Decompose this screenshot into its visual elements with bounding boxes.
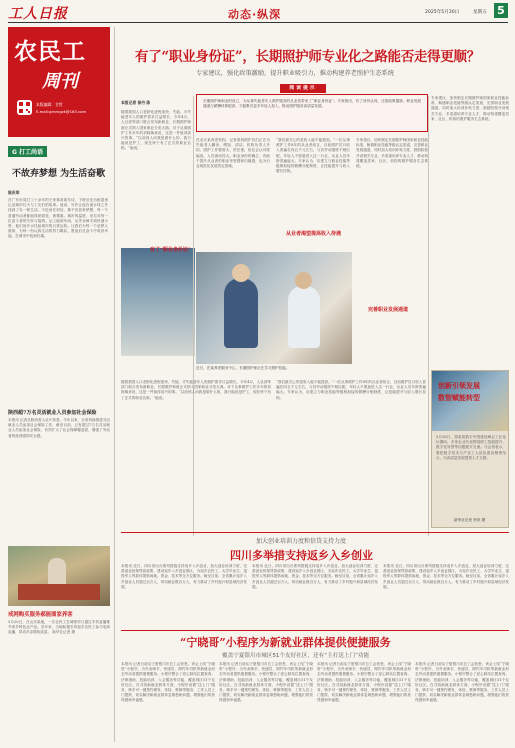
main-headline: 有了“职业身份证”，长期照护师专业化之路能否走得更顺？ [135, 49, 480, 65]
column-tag [8, 146, 47, 157]
weekly-editor: 本版编辑：甘皙 [36, 102, 63, 107]
story2-kicker: 加大创业培训力度和信贷支持力度 [256, 538, 347, 545]
sidebar-news-title: 陕西超7万名灵活就业人员参加社会保险 [8, 410, 97, 416]
story3-col2: 本报讯 记者日前从宁夏银川市总工会获悉，该会上线“宁晓哥”小程序，为外卖骑手、快递员、网约车司机等新就业形态劳动者提供便捷服务。小程序整合了爱心驿站位置查询、法律援助、技能培训、入会服务等功能，覆盖城区51个友好社区。在寻找新就业群体方面，小程序设置“送上门”服务，骑手可一键预约理发、体检、维修等服务，工作人员上门提供，切实解决新就业群体急难愁盼问题，增强他们的获得感和幸福感。 [219, 662, 313, 703]
story2-col1: 本报讯 近日，四川省出台系列措施支持返乡入乡创业，加大创业培训力度，完善创业担保贷款政策，建设返乡入乡创业园区，为返乡农民工、大学毕业生、退役军人等群体提供场地、资金、技术等全方位服务。截至目前，全省累计返乡入乡创业人员超过百万人，带动就业数百万人，有力推动了乡村振兴和县域经济发展。 [121, 564, 247, 589]
photo-person-right-head [295, 272, 312, 289]
story2-headline: 四川多举措支持返乡入乡创业 [230, 549, 373, 562]
story2-col2: 本报讯 近日，四川省出台系列措施支持返乡入乡创业，加大创业培训力度，完善创业担保贷款政策，建设返乡入乡创业园区，为返乡农民工、大学毕业生、退役军人等群体提供场地、资金、技术等全方位服务。截至目前，全省累计返乡入乡创业人员超过百万人，带动就业数百万人，有力推动了乡村振兴和县域经济发展。 [252, 564, 378, 589]
ad-credit: 新华社记者 李泉 摄 [454, 518, 486, 522]
section-name: 动态·纵深 [228, 8, 282, 21]
tag-marker-icon: G [12, 149, 20, 156]
weekly-logo-badge [17, 100, 32, 115]
column-tag-label: 打工尚语 [19, 149, 44, 156]
sidebar-photo-caption: 戒网购买服务郝能图家养客 [8, 612, 73, 618]
main-col1-body: 随着我国人口老龄化进程加快，失能、半失能老年人的照护需求日益增长。今年4月，人社部等部门联合发布新职业，长期照护师被正式纳入国家职业分类大典。对于从事照护工作多年的刘阿姨来说，这是一件值得高兴的事。“以前别人问我是做什么的，我只能说是护工，现在终于有了正式的职业名称。”她说。 [121, 110, 191, 151]
sidebar-byline: 陈庆举 [8, 190, 20, 195]
qr-code-icon [17, 100, 32, 115]
main-col3-body: “我们最关心的是收入能不能提高。”一位从事照护工作8年的从业者坦言，目前照护员月收入普遍在四五千元左右，与其劳动强度不相匹配，年轻人不愿意进入这一行业，从业人员年龄普遍偏大。专家认为，应建立与职业技能等级相衔接的薪酬分配制度，让技能提升与收入增长挂钩。 [276, 138, 350, 174]
photo-table [18, 584, 100, 600]
issue-weekday: 星期五 [473, 10, 487, 15]
main-col6-body: “我们最关心的是收入能不能提高。”一位从事照护工作8年的从业者坦言，目前照护员月收入普遍在四五千元左右，与其劳动强度不相匹配，年轻人不愿意进入这一行业，从业人员年龄普遍偏大。专家认为，应建立与职业技能等级相衔接的薪酬分配制度，让技能提升与收入增长挂钩。 [276, 380, 426, 400]
main-photo-caption: 近日，在某养老服务中心，长期照护师正在学习照护技能。 [196, 366, 290, 370]
story3-headline: “宁晓哥”小程序为新就业群体提供便捷服务 [180, 636, 391, 649]
paper-logo: 工人日报 [8, 6, 68, 22]
issue-date: 2025年5月30日 [425, 10, 460, 15]
photo-person-left [224, 278, 258, 348]
story3-top-rule [121, 630, 509, 631]
reading-tag: 阅读提示 [280, 84, 326, 93]
main-col2-body: 在北京某养老机构，记者看到照护员们正在为失能老人翻身、喂饭、清洁。机构负责人介绍，照护工作强度大、责任重，但社会认可度偏低，人员流动性大。职业身份的确立，有助于提升从业者的职业荣誉感和归属感，也为行业规范化发展奠定基础。 [196, 138, 270, 169]
weekly-subtitle: 周刊 [42, 71, 78, 92]
photo-person-left-head [232, 264, 250, 282]
feature-photo [196, 252, 352, 364]
photo-person-right [288, 286, 320, 348]
story3-col1: 本报讯 记者日前从宁夏银川市总工会获悉，该会上线“宁晓哥”小程序，为外卖骑手、快递员、网约车司机等新就业形态劳动者提供便捷服务。小程序整合了爱心驿站位置查询、法律援助、技能培训、入会服务等功能，覆盖城区51个友好社区。在寻找新就业群体方面，小程序设置“送上门”服务，骑手可一键预约理发、体检、维修等服务，工作人员上门提供，切实解决新就业群体急难愁盼问题，增强他们的获得感和幸福感。 [121, 662, 215, 703]
main-photo [121, 248, 195, 356]
main-col7-body: 随着我国人口老龄化进程加快，失能、半失能老年人的照护需求日益增长。今年4月，人社部等部门联合发布新职业，长期照护师被正式纳入国家职业分类大典。对于从事照护工作多年的刘阿姨来说，这是一件值得高兴的事。“以前别人问我是做什么的，我只能说是护工，现在终于有了正式的职业名称。”她说。 [121, 380, 271, 400]
ad-text: 5月28日，第某届数字中国建设峰会工匠论坛期间，多家企业代表围绕职工技能提升、数字化转型等话题展开交流。与会者表示，要把数字技术与产业工人队伍建设紧密结合，为高质量发展提供人才支撑。 [436, 435, 506, 460]
weekly-flag [8, 27, 110, 137]
section-heading-id: 有了“职业身份证” [150, 247, 191, 253]
weekly-email[interactable]: E-mail:grnmgzk@163.com [36, 109, 87, 114]
sidebar-body: 在广东东莞打工十余年的王家林喜欢写诗，下班后在出租屋里记录城市灯火与工友们的故事。他说，写作让他在流水线之外找到了另一种生活。不论身在何处，都不应放弃梦想，每一个普通劳动者都值得被看见、被尊重。城市的温度，来自对每一位奋斗者的关怀与接纳。从工地到车间，从外卖骑手到快递小哥，他们用汗水托起城市的日常运转。让我们为每一个追梦人鼓掌，为每一份认真生活的努力喝彩，愿他们在奋斗中收获幸福，在城市中找到归属。 [8, 198, 108, 239]
sidebar-photo-text: 5月20日，在山东某地，一名农民工在城郊村口通过手机直播推介家乡特色农产品。近年来，当地积极引导返乡农民工参与电商直播，带动乡亲增收致富。 新华社记者 摄 [8, 620, 110, 635]
masthead [0, 0, 515, 24]
main-subheadline: 专家建议，强化政策激励，提升职业吸引力，推动构建养老照护生态系统 [196, 70, 394, 77]
left-column-divider [114, 27, 115, 742]
story2-col3: 本报讯 近日，四川省出台系列措施支持返乡入乡创业，加大创业培训力度，完善创业担保贷款政策，建设返乡入乡创业园区，为返乡农民工、大学毕业生、退役军人等群体提供场地、资金、技术等全方位服务。截至目前，全省累计返乡入乡创业人员超过百万人，带动就业数百万人，有力推动了乡村振兴和县域经济发展。 [383, 564, 509, 589]
main-col4-body: 专家建议，加快制定长期照护师国家职业技能标准，畅通职业技能等级认定渠道，完善职业发展通道，同时加大培训补贴力度，鼓励院校开设相关专业，多渠道培养专业人才，推动构建覆盖居家、社区、机构的照护服务生态系统。 [356, 138, 428, 169]
main-divider-2 [428, 96, 429, 536]
story3-col3: 本报讯 记者日前从宁夏银川市总工会获悉，该会上线“宁晓哥”小程序，为外卖骑手、快递员、网约车司机等新就业形态劳动者提供便捷服务。小程序整合了爱心驿站位置查询、法律援助、技能培训、入会服务等功能，覆盖城区51个友好社区。在寻找新就业群体方面，小程序设置“送上门”服务，骑手可一键预约理发、体检、维修等服务，工作人员上门提供，切实解决新就业群体急难愁盼问题，增强他们的获得感和幸福感。 [317, 662, 411, 703]
story3-col4: 本报讯 记者日前从宁夏银川市总工会获悉，该会上线“宁晓哥”小程序，为外卖骑手、快递员、网约车司机等新就业形态劳动者提供便捷服务。小程序整合了爱心驿站位置查询、法律援助、技能培训、入会服务等功能，覆盖城区51个友好社区。在寻找新就业群体方面，小程序设置“送上门”服务，骑手可一键预约理发、体检、维修等服务，工作人员上门提供，切实解决新就业群体急难愁盼问题，增强他们的获得感和幸福感。 [415, 662, 509, 703]
reading-text: 长期照护师职业的设立，为从事失能老年人照护服务的从业者带来了“职业身份证”。专家指出，有了身份认同，还需政策激励、职业发展通道与薪酬体系配套，才能吸引更多年轻人加入，推动照护服务高质量发展。 [203, 99, 421, 109]
story3-subheadline: 覆盖宁夏银川市城区51个友好社区，还有“主打送上门”功能 [222, 653, 370, 659]
ad-box [431, 370, 509, 528]
weekly-title: 农民工 [14, 38, 86, 65]
ad-title-2: 数智赋能转型 [438, 393, 480, 402]
section-heading-income: 从业者渴望提高收入待遇 [286, 231, 342, 237]
masthead-rule [8, 22, 508, 23]
reading-box [196, 94, 428, 132]
main-byline: 本报记者 徐丹 陈 [121, 100, 151, 105]
main-col5-body: 专家建议，加快制定长期照护师国家职业技能标准，畅通职业技能等级认定渠道，完善职业发展通道，同时加大培训补贴力度，鼓励院校开设相关专业，多渠道培养专业人才，推动构建覆盖居家、社区、机构的照护服务生态系统。 [431, 96, 509, 121]
page-number-badge: 5 [494, 3, 508, 18]
ad-title-1: 创新引领发展 [438, 381, 480, 390]
story2-top-rule [121, 532, 509, 533]
section-heading-career: 完善职业发展通道 [368, 307, 409, 313]
sidebar-photo [8, 546, 110, 606]
sidebar-headline: 不故弃梦想 为生活奋歌 [12, 169, 106, 179]
sidebar-news-body: 本报讯 记者从陕西省人社厅获悉，今年以来，全省持续推进灵活就业人员参加社会保险工作，截至目前，已有超过7万名灵活就业人员参加社会保险，有效扩大了社会保障覆盖面，增强了劳动者的获得感和安全感。 [8, 418, 110, 438]
